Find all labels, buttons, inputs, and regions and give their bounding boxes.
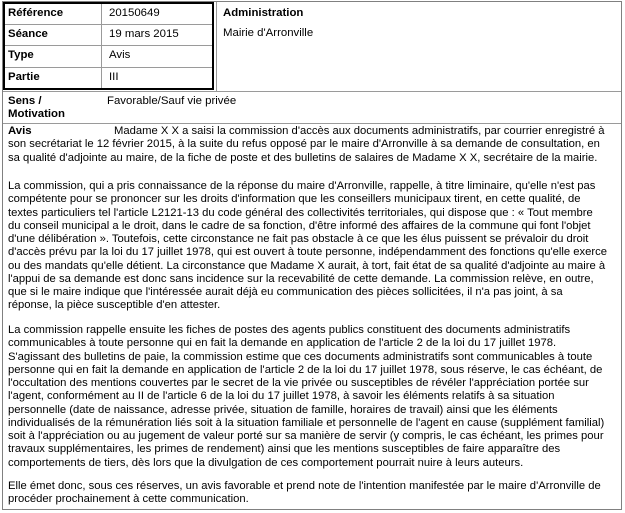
reference-value: 20150649 <box>109 7 160 19</box>
avis-paragraph-1 <box>8 125 616 165</box>
metadata-box <box>3 2 214 90</box>
administration-cell <box>220 2 621 90</box>
sens-motivation-row <box>3 92 621 123</box>
type-value: Avis <box>109 49 131 61</box>
avis-paragraph-3: La commission rappelle ensuite les fiches de postes des agents publics constituent des documents administratifs communicables à toute personne qui en fait la demande en application de l'article 2 de la loi du 17 juillet 1978. S'agissant des bulletins de paie, la commission estime que ces documents administratifs sont communicables à toute personne qui en fait la demande en application de l'article 2 de la loi du 17 juillet 1978, sous réserve, le cas échéant, de l'occultation des mentions couvertes par le secret de la vie privée ou susceptibles de révéler l'appréciation portée sur l'agent, conformément au II de l'article 6 de la loi du 17 juillet 1978, à savoir les éléments relatifs à sa situation personnelle (date de naissance, adresse privée, situation de famille, horaires de travail) ainsi que les éléments individualisés de la rémunération liés soit à la situation familiale et personnelle de l'agent en cause (supplément familial) soit à l'appréciation ou au jugement de valeur porté sur sa manière de servir (y compris, le cas échéant, les primes pour travaux supplémentaires, les primes de rendement) ainsi que les mentions susceptibles de faire apparaître des comportements de tiers, dès lors que la divulgation de ces comportement pourrait nuire à leurs auteurs. <box>8 324 605 469</box>
sens-label: Sens / Motivation <box>8 95 65 121</box>
document-page <box>2 1 622 510</box>
seance-value: 19 mars 2015 <box>109 28 179 40</box>
partie-value: III <box>109 71 119 83</box>
header-section <box>3 2 621 92</box>
divider <box>3 123 621 124</box>
administration-label: Administration <box>223 7 304 19</box>
avis-paragraph-4: Elle émet donc, sous ces réserves, un avis favorable et prend note de l'intention manifestée par le maire d'Arronville de procéder prochainement à cette communication. <box>8 480 601 506</box>
administration-value: Mairie d'Arronville <box>223 27 314 39</box>
partie-label: Partie <box>8 71 40 83</box>
sens-value: Favorable/Sauf vie privée <box>107 95 237 107</box>
divider <box>101 4 102 88</box>
divider <box>216 2 217 91</box>
type-row <box>8 46 212 64</box>
seance-label: Séance <box>8 28 48 40</box>
type-label: Type <box>8 49 34 61</box>
reference-label: Référence <box>8 7 64 19</box>
reference-row <box>8 4 212 22</box>
seance-row <box>8 25 212 43</box>
avis-label: Avis <box>8 125 32 137</box>
partie-row <box>8 68 212 86</box>
avis-paragraph-1-text: Madame X X a saisi la commission d'accès aux documents administratifs, par courrier enregistré à son secrétariat le 12 février 2015, à la suite du refus opposé par le maire d'Arronville à sa demande de consultation, en sa qualité d'adjointe au maire, de la fiche de poste et des bulletins de salaires de Madame X X, secrétaire de la mairie. <box>8 125 605 164</box>
avis-paragraph-2: La commission, qui a pris connaissance de la réponse du maire d'Arronville, rappelle, à titre liminaire, qu'elle n'est pas compétente pour se prononcer sur les droits d'information que les conseillers municipaux tirent, en cette qualité, de textes particuliers tel l'article L2121-13 du code général des collectivités territoriales, qui dispose que : « Tout membre du conseil municipal a le droit, dans le cadre de sa fonction, d'être informé des affaires de la commune qui font l'objet d'une délibération ». Toutefois, cette circonstance ne fait pas obstacle à ce que les élus puissent se prévaloir du droit d'accès prévu par la loi du 17 juillet 1978, qui est ouvert à toute personne, indépendamment des fonctions qu'elle exerce ou des mandats qu'elle détient. La circonstance que Madame X aurait, à tort, fait état de sa qualité d'adjointe au maire à l'appui de sa demande est donc sans incidence sur la recevabilité de cette demande. La commission relève, en outre, que si le maire indique que l'intéressée aurait déjà eu communication des pièces sollicitées, il n'a pas joint, à sa réponse, la pièce susceptible d'en attester. <box>8 180 608 312</box>
